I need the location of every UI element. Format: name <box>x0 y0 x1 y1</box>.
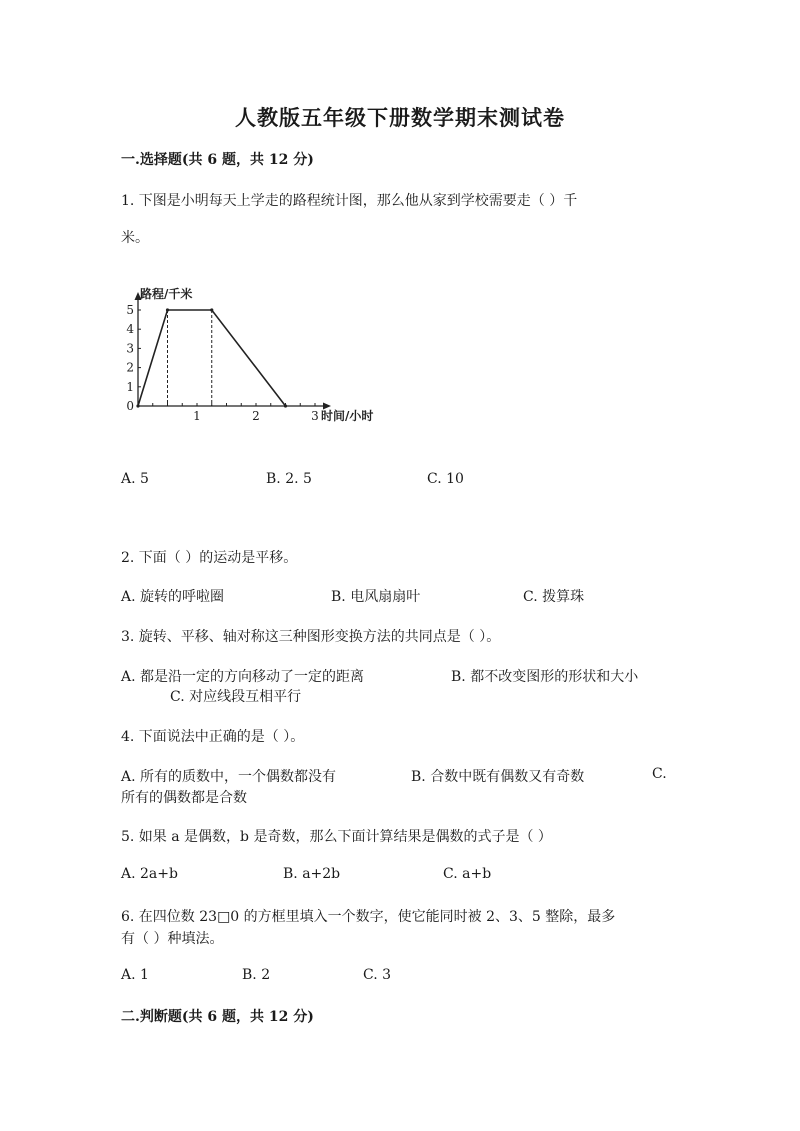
question-1-option-b[interactable]: B. 2. 5 <box>266 471 312 487</box>
question-1-text: 1. 下图是小明每天上学走的路程统计图，那么他从家到学校需要走（ ）千 <box>121 193 578 209</box>
x-axis-label: 时间/小时 <box>321 409 374 423</box>
question-3-option-c[interactable]: C. 对应线段互相平行 <box>170 689 302 705</box>
question-6-text-cont: 有（ ）种填法。 <box>121 931 224 947</box>
question-4-option-b[interactable]: B. 合数中既有偶数又有奇数 <box>411 769 585 785</box>
y-tick-label: 2 <box>126 360 134 375</box>
question-6-text: 6. 在四位数 23□0 的方框里填入一个数字，使它能同时被 2、3、5 整除，最多 <box>121 909 616 925</box>
question-2-text: 2. 下面（ ）的运动是平移。 <box>121 550 298 566</box>
question-5-text: 5. 如果 a 是偶数，b 是奇数，那么下面计算结果是偶数的式子是（ ） <box>121 829 552 845</box>
question-3-text: 3. 旋转、平移、轴对称这三种图形变换方法的共同点是（ ）。 <box>121 629 501 645</box>
question-2-option-b[interactable]: B. 电风扇扇叶 <box>331 589 421 605</box>
question-4-option-a[interactable]: A. 所有的质数中，一个偶数都没有 <box>121 769 337 785</box>
question-4-text: 4. 下面说法中正确的是（ ）。 <box>121 729 305 745</box>
y-axis-label: 路程/千米 <box>140 287 193 301</box>
question-5-option-b[interactable]: B. a+2b <box>283 866 341 882</box>
data-point <box>210 308 213 311</box>
section-heading-choice: 一.选择题(共 6 题，共 12 分) <box>121 152 314 168</box>
question-4-option-c[interactable]: C. <box>652 766 667 782</box>
y-tick-label: 1 <box>126 379 134 394</box>
question-6-option-a[interactable]: A. 1 <box>121 967 149 983</box>
question-2-option-a[interactable]: A. 旋转的呼啦圈 <box>121 589 225 605</box>
y-tick-label: 4 <box>126 322 134 337</box>
section-heading-judgement: 二.判断题(共 6 题，共 12 分) <box>121 1009 314 1025</box>
distance-time-chart <box>116 278 406 428</box>
question-3-option-a[interactable]: A. 都是沿一定的方向移动了一定的距离 <box>121 669 365 685</box>
y-tick-label: 0 <box>126 399 134 413</box>
data-point <box>166 308 169 311</box>
y-tick-label: 5 <box>126 303 134 317</box>
question-1-option-a[interactable]: A. 5 <box>121 471 149 487</box>
y-tick-label: 3 <box>126 341 134 356</box>
x-tick-label: 2 <box>252 409 260 423</box>
question-5-option-c[interactable]: C. a+b <box>443 866 492 882</box>
question-6-option-c[interactable]: C. 3 <box>363 967 392 983</box>
x-tick-label: 1 <box>193 409 201 423</box>
question-3-option-b[interactable]: B. 都不改变图形的形状和大小 <box>451 669 639 685</box>
question-5-option-a[interactable]: A. 2a+b <box>121 866 178 882</box>
page-title: 人教版五年级下册数学期末测试卷 <box>235 105 565 130</box>
question-1-option-c[interactable]: C. 10 <box>427 471 464 487</box>
question-2-option-c[interactable]: C. 拨算珠 <box>523 589 585 605</box>
question-6-option-b[interactable]: B. 2 <box>242 967 271 983</box>
data-point <box>136 404 139 407</box>
question-1-text-cont: 米。 <box>121 230 149 246</box>
data-point <box>284 404 287 407</box>
x-tick-label: 3 <box>311 409 319 423</box>
question-4-option-c-cont[interactable]: 所有的偶数都是合数 <box>121 790 247 806</box>
